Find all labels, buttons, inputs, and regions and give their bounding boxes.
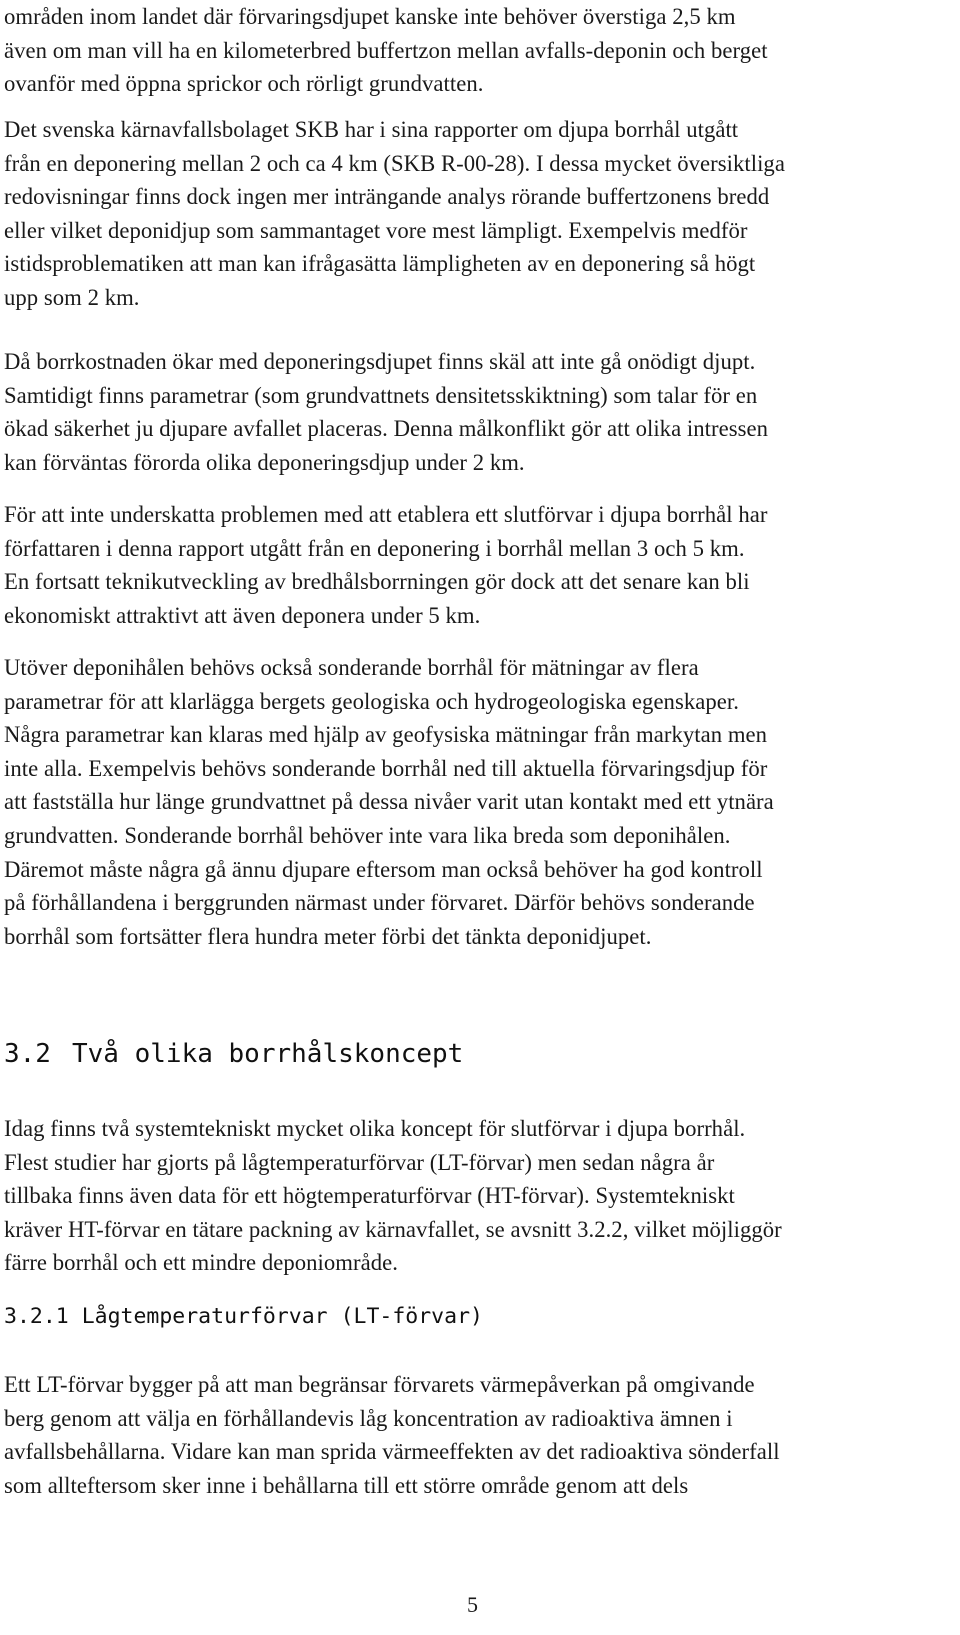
text-line: färre borrhål och ett mindre deponiområde. [4, 1250, 398, 1276]
paragraph-probing-boreholes [4, 651, 954, 953]
text-line: Ett LT-förvar bygger på att man begränsar förvarets värmepåverkan på omgivande [4, 1372, 755, 1397]
text-line: från en deponering mellan 2 och ca 4 km (SKB R-00-28). I dessa mycket översiktliga [4, 150, 785, 176]
text-line: Däremot måste några gå ännu djupare eftersom man också behöver ha god kontroll [4, 856, 763, 882]
text-line: Utöver deponihålen behövs också sonderande borrhål för mätningar av flera [4, 655, 699, 680]
subsection-heading [4, 1302, 483, 1332]
text-line: kan förväntas förorda olika deponeringsdjup under 2 km. [4, 449, 525, 475]
text-line: borrhål som fortsätter flera hundra meter förbi det tänkta deponidjupet. [4, 923, 652, 949]
text-line: Samtidigt finns parametrar (som grundvattnets densitetsskiktning) som talar för en [4, 382, 758, 408]
text-line: En fortsatt teknikutveckling av bredhålsborrningen gör dock att det senare kan bli [4, 569, 750, 595]
text-line: grundvatten. Sonderande borrhål behöver inte vara lika breda som deponihålen. [4, 822, 731, 848]
text-line: områden inom landet där förvaringsdjupet kanske inte behöver överstiga 2,5 km [4, 4, 736, 29]
paragraph-lt-repository [4, 1368, 954, 1502]
paragraph [4, 0, 954, 101]
text-line: redovisningar finns dock ingen mer inträngande analys rörande buffertzonens bredd [4, 184, 770, 210]
text-line: upp som 2 km. [4, 284, 140, 310]
subsection-number: 3.2.1 [4, 1304, 69, 1329]
paragraph [4, 1368, 954, 1502]
text-line: ekonomiskt attraktivt att även deponera under 5 km. [4, 602, 481, 628]
text-line: För att inte underskatta problemen med att etablera ett slutförvar i djupa borrhål har [4, 502, 768, 527]
paragraph-intro-continuation [4, 0, 954, 101]
section-heading [4, 1037, 463, 1071]
text-line: parametrar för att klarlägga bergets geologiska och hydrogeologiska egenskaper. [4, 688, 739, 714]
paragraph [4, 498, 954, 632]
text-line: eller vilket deponidjup som sammantaget vore mest lämpligt. Exempelvis medför [4, 217, 748, 243]
section-number: 3.2 [4, 1039, 51, 1069]
text-line: Några parametrar kan klaras med hjälp av geofysiska mätningar från markytan men [4, 722, 768, 748]
text-line: tillbaka finns även data för ett högtemperaturförvar (HT-förvar). Systemtekniskt [4, 1183, 735, 1209]
text-line: författaren i denna rapport utgått från en deponering i borrhål mellan 3 och 5 km. [4, 535, 745, 561]
paragraph-two-concepts [4, 1112, 954, 1280]
paragraph-drilling-cost [4, 345, 954, 479]
paragraph [4, 113, 954, 315]
text-line: berg genom att välja en förhållandevis låg koncentration av radioaktiva ämnen i [4, 1405, 733, 1431]
paragraph [4, 345, 954, 479]
text-line: ovanför med öppna sprickor och rörligt grundvatten. [4, 71, 484, 97]
text-line: ökad säkerhet ju djupare avfallet placeras. Denna målkonflikt gör att olika intressen [4, 416, 769, 442]
paragraph-author-assumption [4, 498, 954, 632]
text-line: inte alla. Exempelvis behövs sonderande borrhål ned till aktuella förvaringsdjup för [4, 755, 768, 781]
paragraph-skb-reports [4, 113, 954, 315]
text-line: Flest studier har gjorts på lågtemperaturförvar (LT-förvar) men sedan några år [4, 1149, 715, 1175]
paragraph [4, 651, 954, 953]
text-line: avfallsbehållarna. Vidare kan man sprida värmeeffekten av det radioaktiva sönderfall [4, 1439, 780, 1465]
text-line: som allteftersom sker inne i behållarna till ett större område genom att dels [4, 1472, 689, 1498]
text-line: även om man vill ha en kilometerbred buffertzon mellan avfalls-deponin och berget [4, 37, 768, 63]
text-line: att fastställa hur länge grundvattnet på dessa nivåer varit utan kontakt med ett ytnära [4, 789, 774, 815]
text-line: Då borrkostnaden ökar med deponeringsdjupet finns skäl att inte gå onödigt djupt. [4, 349, 756, 374]
text-line: istidsproblematiken att man kan ifrågasätta lämpligheten av en deponering så högt [4, 251, 756, 277]
section-title: Två olika borrhålskoncept [72, 1039, 464, 1069]
text-line: kräver HT-förvar en tätare packning av kärnavfallet, se avsnitt 3.2.2, vilket möjliggör [4, 1216, 782, 1242]
text-line: Idag finns två systemtekniskt mycket olika koncept för slutförvar i djupa borrhål. [4, 1116, 746, 1141]
paragraph [4, 1112, 954, 1280]
subsection-title: Lågtemperaturförvar (LT-förvar) [81, 1304, 483, 1329]
text-line: på förhållandena i berggrunden närmast under förvaret. Därför behövs sonderande [4, 890, 755, 916]
text-line: Det svenska kärnavfallsbolaget SKB har i sina rapporter om djupa borrhål utgått [4, 117, 739, 142]
page-number: 5 [467, 1592, 478, 1617]
